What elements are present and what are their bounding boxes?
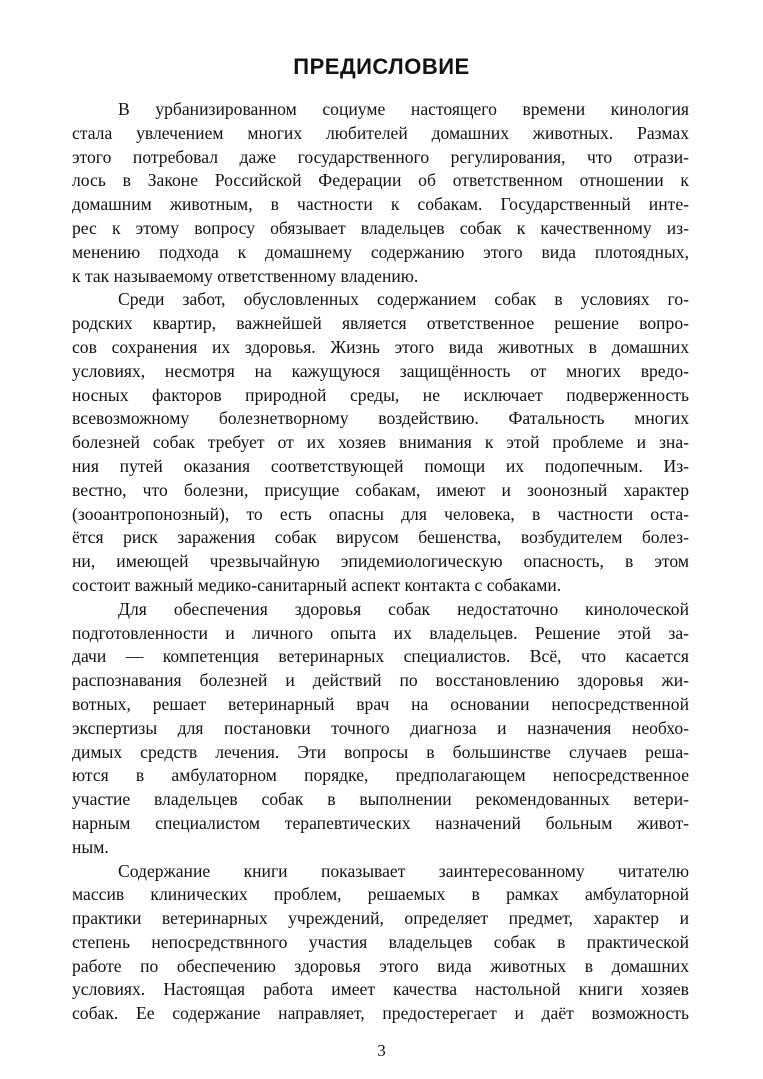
text-line: этого потребовал даже государственного регулирования, что отрази- xyxy=(72,146,689,167)
paragraph-4 xyxy=(72,860,689,1027)
text-line: димых средств лечения. Эти вопросы в большинстве случаев реша- xyxy=(72,741,689,762)
text-line: вестно, что болезни, присущие собакам, имеют и зоонозный характер xyxy=(72,479,689,500)
text-line: условиях. Настоящая работа имеет качества настольной книги хозяев xyxy=(72,979,689,1000)
text-line: условиях, несмотря на кажущуюся защищённость от многих вредо- xyxy=(72,360,689,381)
page-number: 3 xyxy=(377,1041,386,1060)
text-line: Среди забот, обусловленных содержанием собак в условиях го- xyxy=(118,289,689,310)
text-line: ётся риск заражения собак вирусом бешенства, возбудителем болез- xyxy=(72,527,689,548)
text-line: родских квартир, важнейшей является ответственное решение вопро- xyxy=(72,313,689,334)
text-line: В урбанизированном социуме настоящего времени кинология xyxy=(118,99,689,119)
paragraph-3 xyxy=(72,598,689,860)
text-line: сов сохранения их здоровья. Жизнь этого вида животных в домашних xyxy=(72,336,689,357)
text-line: всевозможному болезнетворному воздействию. Фатальность многих xyxy=(72,408,689,429)
text-line: подготовленности и личного опыта их владельцев. Решение этой за- xyxy=(72,622,689,643)
text-line: домашним животным, в частности к собакам. Государственный инте- xyxy=(72,194,689,215)
page-title: ПРЕДИСЛОВИЕ xyxy=(293,54,470,79)
paragraph-1 xyxy=(72,98,689,288)
text-line: дачи — компетенция ветеринарных специалистов. Всё, что касается xyxy=(72,646,689,667)
text-line: вотных, решает ветеринарный врач на основании непосредственной xyxy=(72,693,689,714)
text-line: ются в амбулаторном порядке, предполагающем непосредственное xyxy=(72,765,689,786)
text-line: степень непосредствнного участия владельцев собак в практической xyxy=(72,931,689,952)
text-line: стала увлечением многих любителей домашних животных. Размах xyxy=(72,122,689,143)
text-line: практики ветеринарных учреждений, определяет предмет, характер и xyxy=(72,908,689,929)
text-line: рес к этому вопросу обязывает владельцев собак к качественному из- xyxy=(72,217,689,238)
text-line: болезней собак требует от их хозяев внимания к этой проблеме и зна- xyxy=(72,432,689,453)
text-line: Содержание книги показывает заинтересованному читателю xyxy=(118,860,689,881)
text-line: ни, имеющей чрезвычайную эпидемиологическую опасность, в этом xyxy=(72,551,689,572)
paragraph-2 xyxy=(72,288,689,597)
text-line: Для обеспечения здоровья собак недостаточно кинолоческой xyxy=(118,598,689,619)
text-line: собак. Ее содержание направляет, предостерегает и даёт возможность xyxy=(72,1003,689,1024)
text-line: состоит важный медико-санитарный аспект контакта с собаками. xyxy=(72,574,562,595)
text-line: массив клинических проблем, решаемых в рамках амбулаторной xyxy=(72,884,689,905)
text-line: экспертизы для постановки точного диагноза и назначения необхо- xyxy=(72,717,689,738)
body-text xyxy=(72,98,689,1026)
text-line: ным. xyxy=(72,836,109,857)
text-line: участие владельцев собак в выполнении рекомендованных ветери- xyxy=(72,789,689,810)
text-line: работе по обеспечению здоровья этого вида животных в домашних xyxy=(72,955,689,976)
text-line: (зооантропонозный), то есть опасны для человека, в частности оста- xyxy=(72,503,689,524)
text-line: распознавания болезней и действий по восстановлению здоровья жи- xyxy=(72,670,689,691)
text-line: носных факторов природной среды, не исключает подверженность xyxy=(72,384,689,405)
text-line: нарным специалистом терапевтических назначений больным живот- xyxy=(72,812,689,833)
text-line: ния путей оказания соответствующей помощи их подопечным. Из- xyxy=(72,455,689,476)
text-line: менению подхода к домашнему содержанию этого вида плотоядных, xyxy=(72,241,689,262)
text-line: к так называемому ответственному владению. xyxy=(72,265,419,286)
text-line: лось в Законе Российской Федерации об ответственном отношении к xyxy=(72,170,689,191)
